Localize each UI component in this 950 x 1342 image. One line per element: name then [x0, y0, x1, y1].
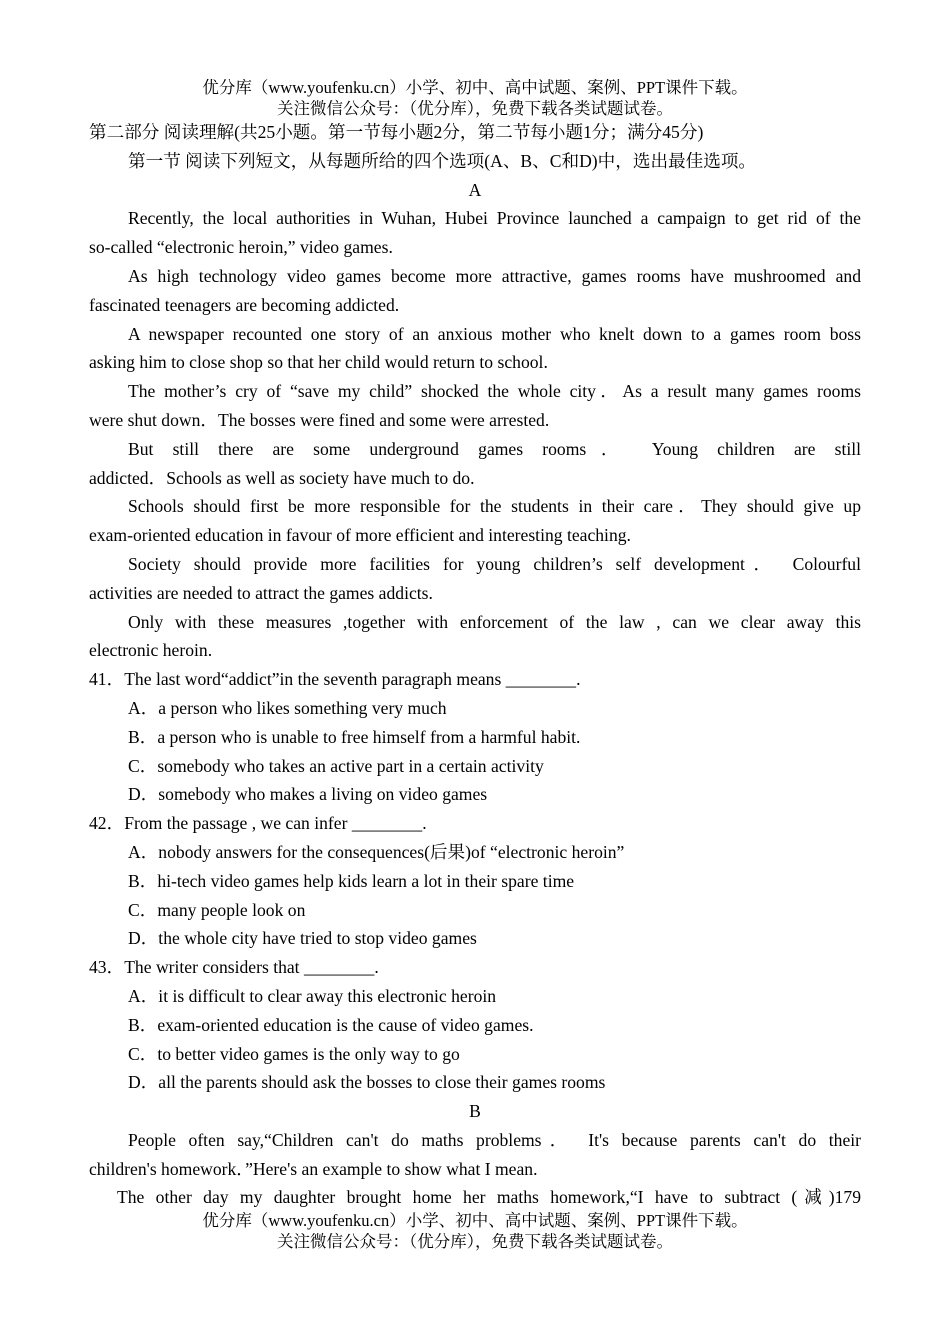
question-43-option-d: D．all the parents should ask the bosses to close their games rooms: [128, 1072, 606, 1093]
passage-a-line: activities are needed to attract the games addicts.: [89, 582, 433, 603]
section-title: 第二部分 阅读理解(共25小题。第一节每小题2分，第二节每小题1分；满分45分): [89, 122, 704, 142]
passage-b-line: children's homework．”Here's an example to show what I mean.: [89, 1158, 538, 1179]
passage-a-line: fascinated teenagers are becoming addicted.: [89, 294, 400, 315]
question-42-option-b: B．hi-tech video games help kids learn a lot in their spare time: [128, 870, 575, 891]
passage-a-line: were shut down．The bosses were fined and some were arrested.: [89, 409, 550, 430]
question-43-option-b: B．exam-oriented education is the cause of video games.: [128, 1014, 534, 1035]
question-41-option-d: D．somebody who makes a living on video games: [128, 784, 488, 805]
passage-a-line: Recently, the local authorities in Wuhan, Hubei Province launched a campaign to get rid of the: [128, 208, 861, 229]
question-41-option-b: B．a person who is unable to free himself from a harmful habit.: [128, 726, 581, 747]
question-42-stem: 42．From the passage , we can infer ________.: [89, 813, 427, 834]
passage-a-line: As high technology video games become more attractive, games rooms have mushroomed and: [128, 265, 861, 286]
footer-line-2: 关注微信公众号：（优分库），免费下载各类试题试卷。: [277, 1232, 673, 1251]
passage-a-line: Only with these measures ,together with enforcement of the law , can we clear away this: [128, 611, 861, 632]
passage-a-line: electronic heroin.: [89, 640, 213, 661]
passage-a-line: Society should provide more facilities for young children’s self development． Colourful: [128, 553, 861, 574]
passage-b-line: People often say,“Children can't do maths problems． It's because parents can't do their: [128, 1129, 861, 1150]
document-body: [89, 118, 861, 1212]
passage-a-line: addicted．Schools as well as society have much to do.: [89, 467, 475, 488]
question-42-option-a: A．nobody answers for the consequences(后果)of “electronic heroin”: [128, 841, 625, 862]
passage-a-label: A: [468, 179, 482, 200]
question-43-stem: 43．The writer considers that ________.: [89, 957, 379, 978]
passage-a-line: A newspaper recounted one story of an anxious mother who knelt down to a games room boss: [128, 323, 861, 344]
question-41-option-a: A．a person who likes something very much: [128, 697, 447, 718]
question-41-stem: 41．The last word“addict”in the seventh paragraph means ________.: [89, 669, 581, 690]
passage-b-line: The other day my daughter brought home her maths homework,“I have to subtract (减)179: [117, 1187, 861, 1208]
section-instruction: 第一节 阅读下列短文，从每题所给的四个选项(A、B、C和D)中，选出最佳选项。: [128, 150, 757, 171]
passage-a-line: Schools should first be more responsible for the students in their care．They should give up: [128, 496, 861, 517]
passage-a-line: asking him to close shop so that her child would return to school.: [89, 352, 548, 373]
question-43-option-c: C．to better video games is the only way to go: [128, 1043, 460, 1064]
question-41-option-c: C．somebody who takes an active part in a certain activity: [128, 755, 544, 776]
passage-b-label: B: [469, 1101, 481, 1122]
passage-a-line: The mother’s cry of “save my child” shocked the whole city．As a result many games rooms: [128, 381, 861, 402]
passage-a-line: But still there are some underground games rooms． Young children are still: [128, 438, 861, 459]
passage-a-line: exam-oriented education in favour of more efficient and interesting teaching.: [89, 525, 631, 546]
question-42-option-c: C．many people look on: [128, 899, 306, 920]
footer-line-1: 优分库（www.youfenku.cn）小学、初中、高中试题、案例、PPT课件下载。: [202, 1211, 748, 1230]
header-line-1: 优分库（www.youfenku.cn）小学、初中、高中试题、案例、PPT课件下载。: [202, 78, 748, 97]
passage-a-line: so-called “electronic heroin,” video games.: [89, 237, 393, 258]
question-42-option-d: D．the whole city have tried to stop video games: [128, 928, 477, 949]
header-line-2: 关注微信公众号：（优分库），免费下载各类试题试卷。: [277, 99, 673, 118]
question-43-option-a: A．it is difficult to clear away this electronic heroin: [128, 985, 497, 1006]
